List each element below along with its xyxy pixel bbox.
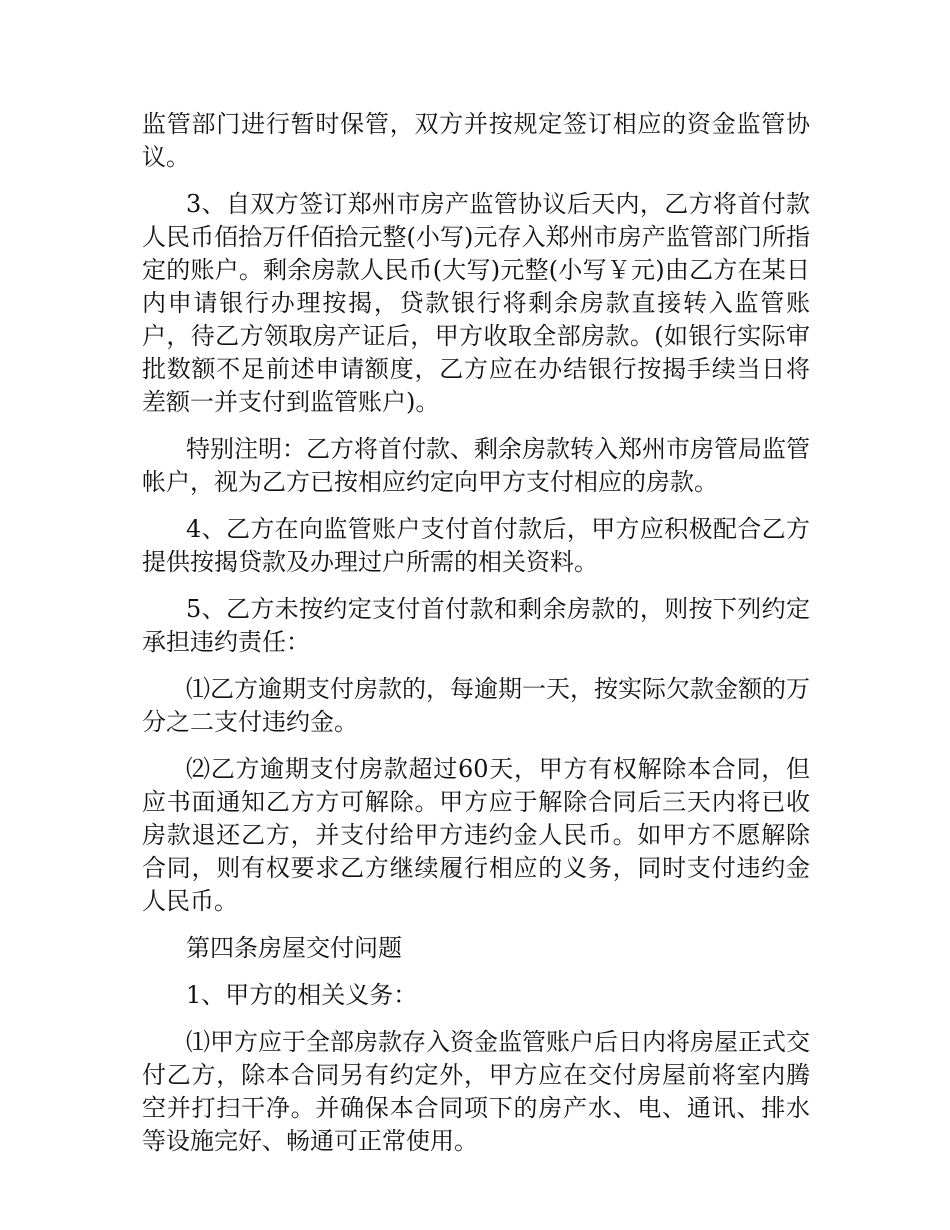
paragraph-party-a-obligations: 1、甲方的相关义务： — [186, 981, 418, 1009]
paragraph-continuation: 监管部门进行暂时保管，双方并按规定签订相应的资金监管协议。 — [142, 110, 810, 171]
paragraph-clause-3: 3、自双方签订郑州市房产监管协议后天内，乙方将首付款人民币佰拾万仟佰拾元整(小写)元存入郑州市房产监管部门所指定的账户。剩余房款人民币(大写)元整(小写￥元)由乙方在某日内申请银行办理按揭，贷款银行将剩余房款直接转入监管账户，待乙方领取房产证后，甲方收取全部房款。(如银行实际审批数额不足前述申请额度，乙方应在办结银行按揭手续当日将差额一并支付到监管账户)。 — [142, 190, 810, 416]
paragraph-clause-5: 5、乙方未按约定支付首付款和剩余房款的，则按下列约定承担违约责任： — [142, 595, 810, 656]
paragraph-sub-item-2: ⑵乙方逾期支付房款超过60天，甲方有权解除本合同，但应书面通知乙方方可解除。甲方应于解除合同后三天内将已收房款退还乙方，并支付给甲方违约金人民币。如甲方不愿解除合同，则有权要求乙方继续履行相应的义务，同时支付违约金人民币。 — [142, 755, 810, 915]
paragraph-special-note: 特别注明：乙方将首付款、剩余房款转入郑州市房管局监管帐户，视为乙方已按相应约定向甲方支付相应的房款。 — [142, 435, 810, 496]
section-heading-article-4: 第四条房屋交付问题 — [186, 934, 402, 962]
paragraph-clause-4: 4、乙方在向监管账户支付首付款后，甲方应积极配合乙方提供按揭贷款及办理过户所需的相关资料。 — [142, 515, 810, 576]
paragraph-sub-item-1: ⑴乙方逾期支付房款的，每逾期一天，按实际欠款金额的万分之二支付违约金。 — [142, 675, 810, 736]
document-page — [142, 108, 810, 1172]
paragraph-delivery-item-1: ⑴甲方应于全部房款存入资金监管账户后日内将房屋正式交付乙方，除本合同另有约定外，甲方应在交付房屋前将室内腾空并打扫干净。并确保本合同项下的房产水、电、通讯、排水等设施完好、畅通可正常使用。 — [142, 1028, 810, 1155]
